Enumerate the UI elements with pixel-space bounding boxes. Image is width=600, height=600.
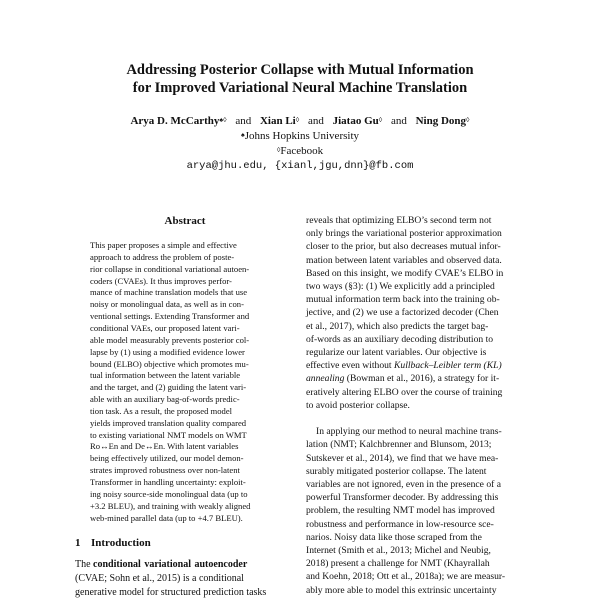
author-mark: ◊ xyxy=(466,116,470,124)
author-mark: ◊ xyxy=(295,116,300,124)
abstract-line: to existing variational NMT models on WMT xyxy=(90,429,247,440)
right-column-line: annealing (Bowman et al., 2016), a strategy for it- xyxy=(306,373,500,385)
author-name: Jiatao Gu xyxy=(332,115,379,127)
abstract-line: rior collapse in conditional variational autoen- xyxy=(90,263,250,274)
right-column-line: jective, and (2) we use a factorized decoder (Chen xyxy=(306,307,499,319)
right-column-line: Internet (Smith et al., 2013; Michel and Neubig, xyxy=(306,545,491,556)
author-names xyxy=(0,114,600,129)
abstract-line: being effectively utilized, our model demon- xyxy=(90,453,244,464)
affiliation-1: ♠Johns Hopkins University xyxy=(241,130,359,142)
abstract-line: ventional settings. Extending Transformer and xyxy=(90,311,250,322)
abstract-line: yields improved translation quality compared xyxy=(90,417,247,428)
author-emails: arya@jhu.edu, {xianl,jgu,dnn}@fb.com xyxy=(186,160,414,172)
right-column-line: 2018) present a challenge for NMT (Khayrallah xyxy=(306,558,490,570)
title-line-2: for Improved Variational Neural Machine Translation xyxy=(132,80,468,96)
right-column-line: mation between latent variables and observed data. xyxy=(306,254,502,266)
intro-line: (CVAE; Sohn et al., 2015) is a conditional xyxy=(75,573,244,584)
section-number: 1 xyxy=(75,537,81,549)
abstract-line: bound (ELBO) objective which promotes mu- xyxy=(90,358,249,369)
abstract-line: and the target, and (2) guiding the latent vari- xyxy=(90,382,247,393)
right-column-line: variables are not ignored, even in the presence of a xyxy=(306,479,501,490)
abstract-line: conditional VAEs, our proposed latent vari- xyxy=(90,322,240,333)
author-mark: ◊ xyxy=(378,116,383,124)
right-column-line: only brings the variational posterior approximation xyxy=(306,228,502,240)
intro-line: generative model for structured prediction tasks xyxy=(75,587,267,598)
author-mark: ♠◊ xyxy=(219,116,227,124)
right-column-line: surably mitigated posterior collapse. The latent xyxy=(306,465,487,477)
right-column-line: et al., 2017), which also predicts the target bag- xyxy=(306,320,489,332)
author-name: Xian Li xyxy=(259,115,296,127)
author-name: Ning Dong xyxy=(415,115,467,127)
right-column-line: effective even without Kullback–Leibler term (KL) xyxy=(306,360,502,372)
and-word: and xyxy=(390,115,407,127)
right-column-line: robustness and performance in low-resource sce- xyxy=(306,518,494,530)
right-column-line: Based on this insight, we modify CVAE’s ELBO in xyxy=(306,267,504,279)
abstract-line: mance of machine translation models that use xyxy=(90,287,248,298)
right-column-line: narios. Noisy data like those scraped from the xyxy=(306,531,482,543)
author-block xyxy=(0,114,600,174)
abstract-line: Transformer in handling uncertainty: exploit- xyxy=(90,477,246,487)
right-column-line: of-words as an auxiliary decoding distribution to xyxy=(306,333,494,345)
right-column-line: mutual information term back into the training ob- xyxy=(306,294,500,306)
author-name: Arya D. McCarthy xyxy=(130,115,220,127)
abstract-line: web-mined parallel data (up to +4.7 BLEU). xyxy=(90,512,243,523)
abstract-line: lapse by (1) using a modified evidence lower xyxy=(90,346,245,357)
right-column-line: problem, the resulting NMT model has improved xyxy=(306,505,495,517)
right-column-line: two ways (§3): (1) We explicitly add a principled xyxy=(306,281,495,292)
abstract-line: noisy or monolingual data, as well as in con- xyxy=(90,299,244,310)
abstract-line: able with an auxiliary bag-of-words predic- xyxy=(90,394,240,405)
and-word: and xyxy=(307,115,324,127)
section-heading-introduction xyxy=(75,537,151,549)
section-title: Introduction xyxy=(91,537,151,549)
right-column-line: powerful Transformer decoder. By addressing this xyxy=(306,492,499,504)
right-column-line: and Koehn, 2018; Ott et al., 2018a); we are measur- xyxy=(306,571,506,583)
right-column-line: Sutskever et al., 2014), we find that we have mea- xyxy=(306,452,499,464)
and-word: and xyxy=(235,115,252,127)
right-column-line: eratively altering ELBO over the course of training xyxy=(306,386,503,398)
abstract-line: tual information between the latent variable xyxy=(90,370,241,381)
title-line-1: Addressing Posterior Collapse with Mutual Information xyxy=(126,62,474,78)
right-column-line: In applying our method to neural machine trans- xyxy=(316,426,502,438)
abstract-line: approach to address the problem of poste- xyxy=(90,251,235,262)
right-column-line: closer to the prior, but also decreases mutual infor- xyxy=(306,241,501,253)
abstract-line: strates improved robustness over non-latent xyxy=(90,465,240,476)
right-column-line: regularize our latent variables. Our objective is xyxy=(306,347,487,358)
right-column-line: to avoid posterior collapse. xyxy=(306,399,410,411)
right-column-line: reveals that optimizing ELBO’s second term not xyxy=(306,215,492,226)
abstract-line: +3.2 BLEU), and training with weakly aligned xyxy=(90,500,251,511)
abstract-line: coders (CVAEs). It thus improves perfor- xyxy=(90,275,232,286)
right-column-line: ably more able to model this extrinsic uncertainty xyxy=(306,584,497,596)
affiliation-2: ◊Facebook xyxy=(276,145,324,157)
abstract-line: able model measurably prevents posterior col- xyxy=(90,334,250,345)
intro-line: The conditional variational autoencoder xyxy=(75,559,248,570)
paper-title xyxy=(0,61,600,97)
abstract-line: tion task. As a result, the proposed model xyxy=(90,405,233,416)
abstract-heading: Abstract xyxy=(164,215,206,227)
abstract-line: This paper proposes a simple and effective xyxy=(90,240,237,250)
abstract-line: Ro↔En and De↔En. With latent variables xyxy=(90,441,239,452)
abstract-line: ing noisy source-side monolingual data (up to xyxy=(90,488,248,499)
right-column-line: lation (NMT; Kalchbrenner and Blunsom, 2013; xyxy=(306,439,492,451)
